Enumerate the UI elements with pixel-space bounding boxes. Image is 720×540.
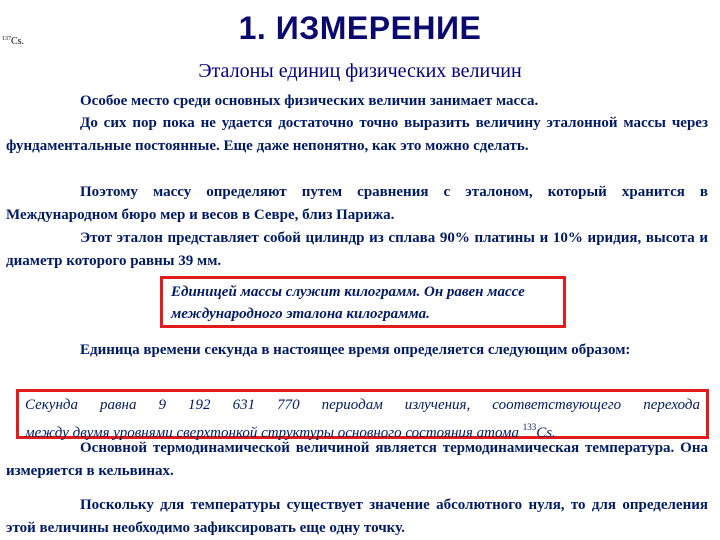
mass-definition-box: Единицей массы служит килограмм. Он равен массе международного эталона килограмма. [160, 276, 566, 328]
second-isotope-mass: 133 [522, 422, 537, 432]
second-isotope-symbol: Cs. [536, 425, 556, 441]
paragraph-mass-comparison: Поэтому массу определяют путем сравнения с эталоном, который хранится в Международном бюро мер и весов в Севре, близ Парижа. [6, 184, 708, 223]
corner-symbol: Cs. [11, 36, 25, 47]
paragraph-mass-intro: Особое место среди основных физических величин занимает масса. [80, 93, 539, 109]
paragraph-temperature: Основной термодинамической величиной является термодинамическая температура. Она измеряется в кельвинах. [6, 440, 708, 479]
slide-title: 1. ИЗМЕРЕНИЕ [238, 10, 482, 46]
paragraph-time-intro: Единица времени секунда в настоящее время определяется следующим образом: [80, 342, 631, 358]
second-definition-line1: Секунда равна 9 192 631 770 периодам излучения, соответствующего перехода [25, 397, 700, 413]
paragraph-mass-standard: Этот эталон представляет собой цилиндр из сплава 90% платины и 10% иридия, высота и диаметр которого равны 39 мм. [6, 230, 708, 269]
second-definition-box [16, 389, 709, 439]
paragraph-mass-constants: До сих пор пока не удается достаточно точно выразить величину эталонной массы через фундаментальные постоянные. Еще даже непонятно, как это можно сделать. [6, 115, 708, 154]
slide-subtitle: Эталоны единиц физических величин [198, 60, 522, 82]
paragraph-absolute-zero: Поскольку для температуры существует значение абсолютного нуля, то для определения этой величины необходимо зафиксировать еще одну точку. [6, 497, 708, 536]
corner-mass-number: 137 [2, 36, 11, 42]
second-definition-line2: между двумя уровнями сверхтонкой структуры основного состояния атома [25, 425, 519, 441]
